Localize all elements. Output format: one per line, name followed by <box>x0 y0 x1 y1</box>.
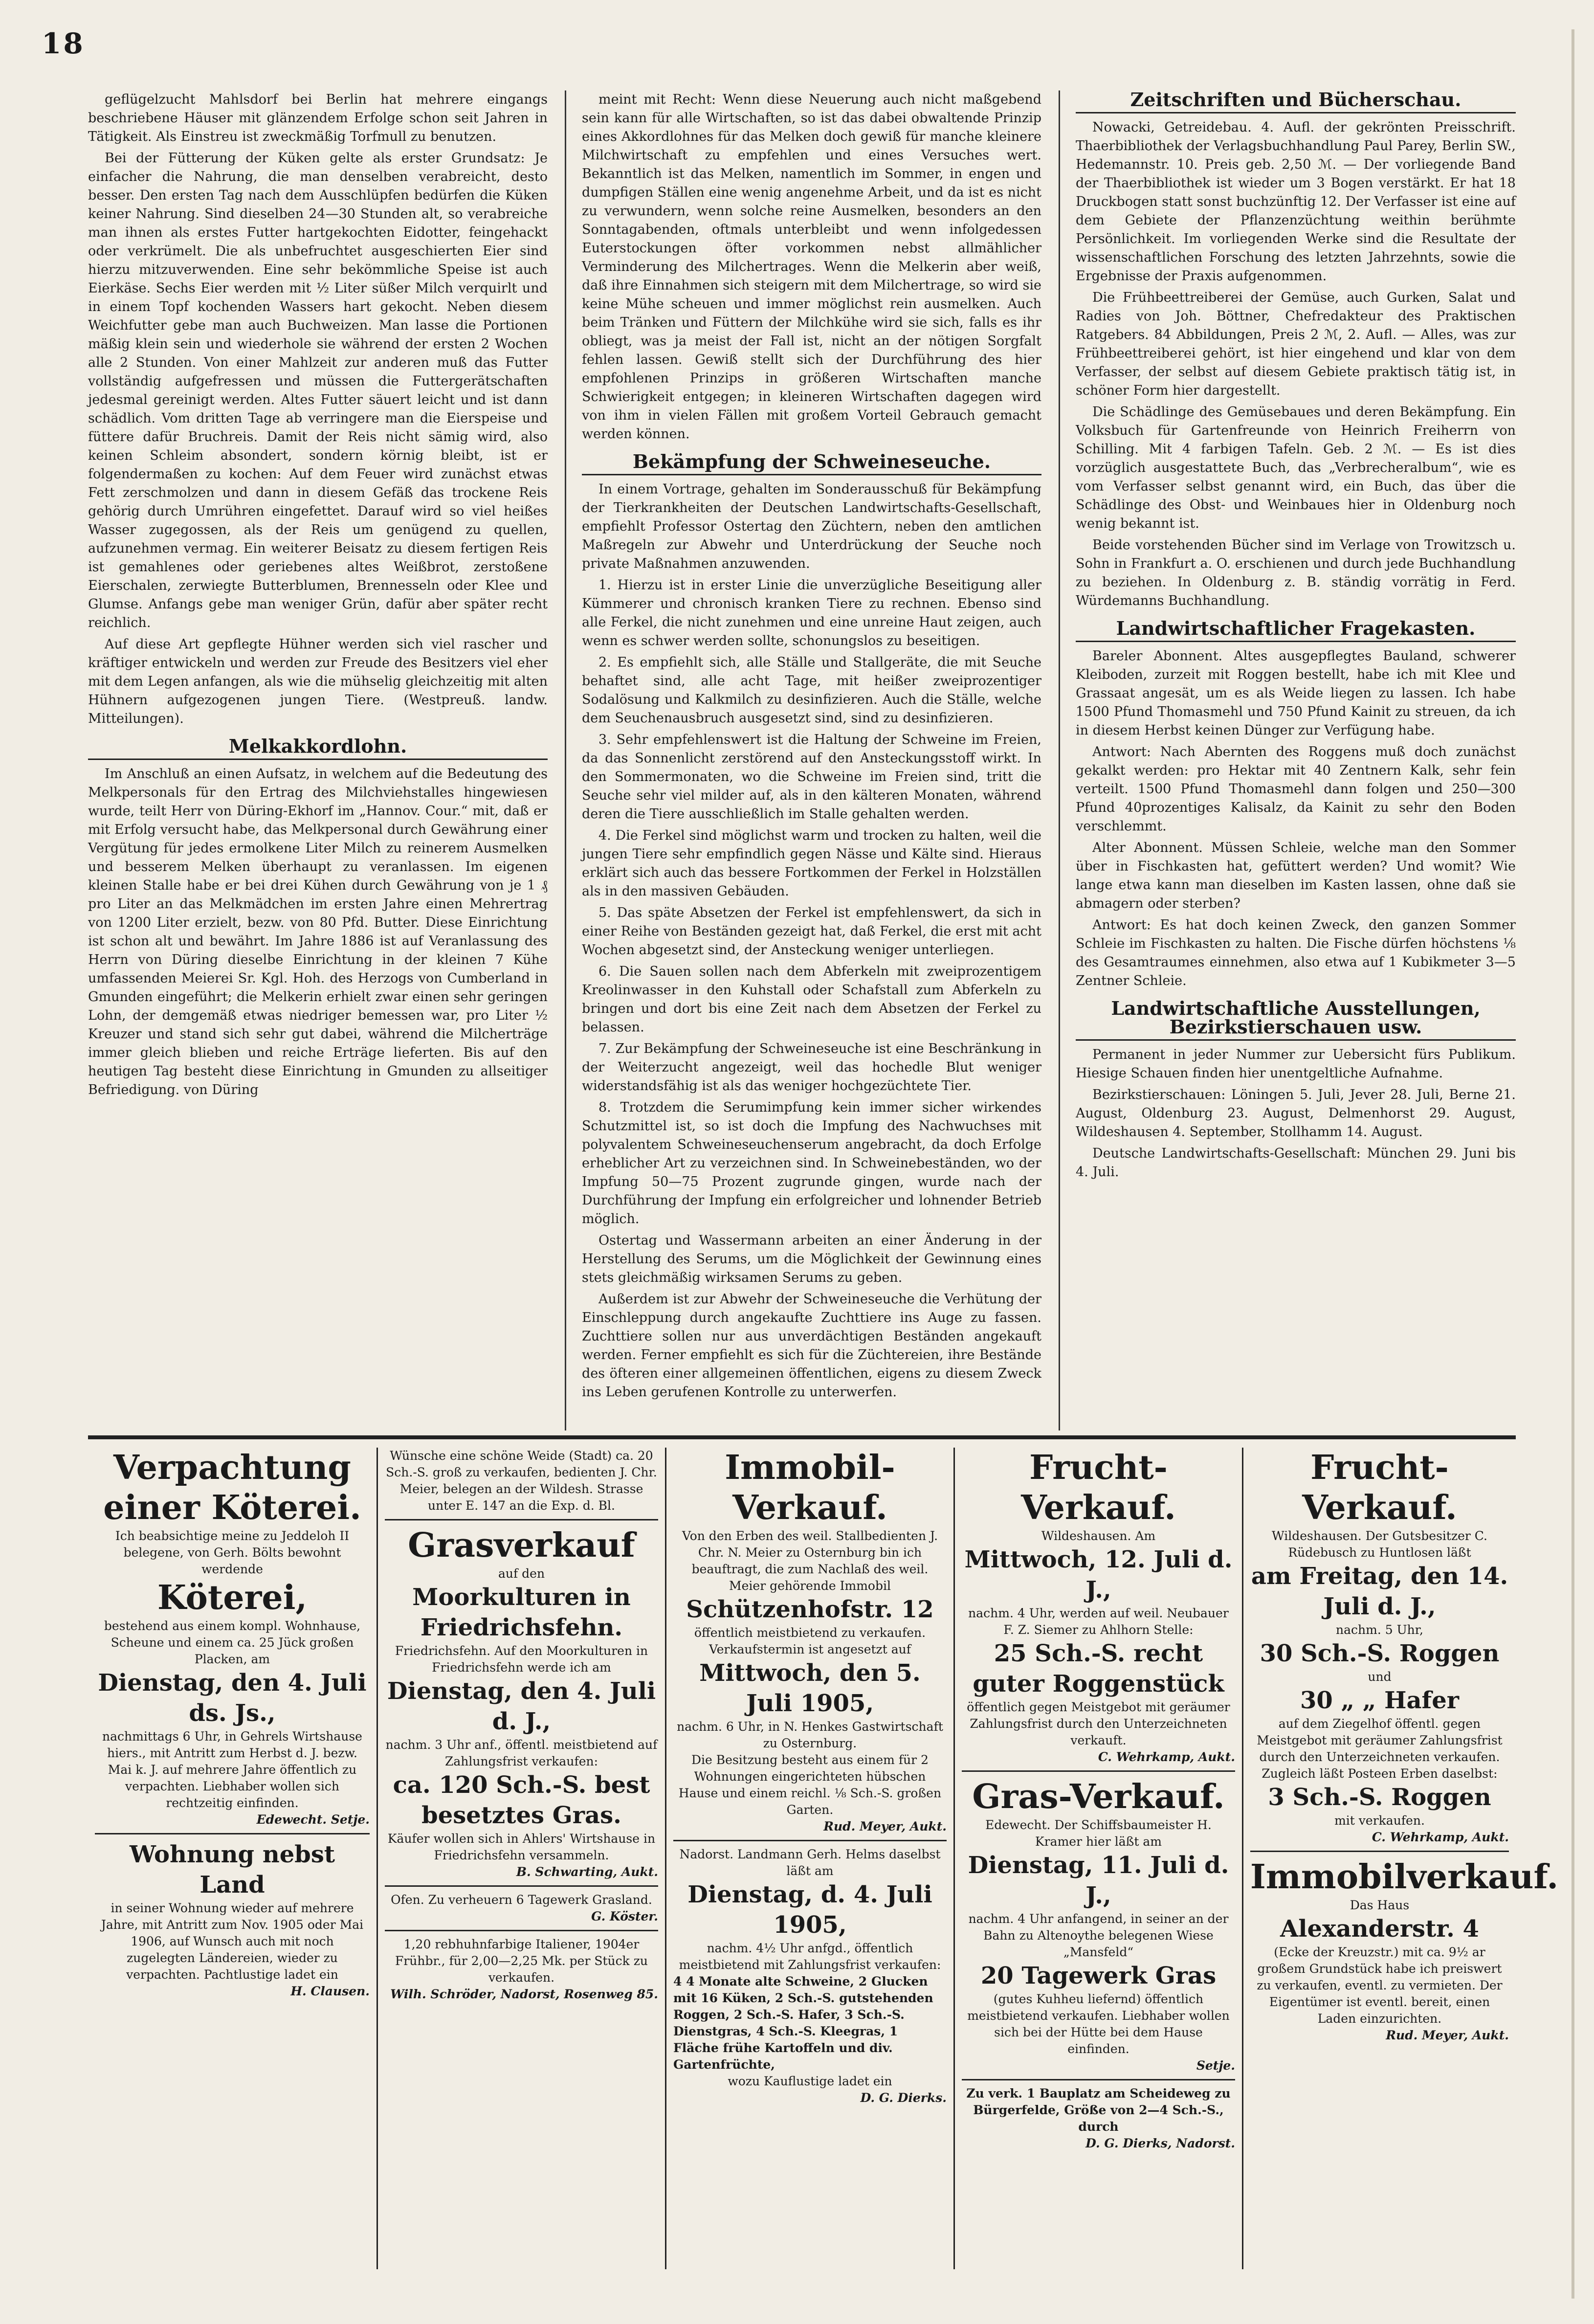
ad-date: Dienstag, den 4. Juli d. J., <box>387 1677 656 1735</box>
col2-paragraph: 5. Das späte Absetzen der Ferkel ist empfehlenswert, da sich in einer Reihe von Beständen gezeigt hat, daß Ferkel, die erst mit acht Wochen abgesetzt sind, der Ansteckung weniger unterliegen. <box>582 905 1041 958</box>
col1-paragraph: Im Anschluß an einen Aufsatz, in welchem auf die Bedeutung des Melkpersonals für den Ertrag des Milchviehstalles hingewiesen wurde, teilt Herr von Düring-Ekhorf im „Hannov. Cour.“ mit, daß er mit Erfolg versucht habe, das Melkpersonal durch Gewährung einer Vergütung für jedes ermolkene Liter Milch zu reinerem Ausmelken und besserem Melken überhaupt zu veranlassen. Im eigenen kleinen Stalle habe er bei drei Kühen durch Gewährung von je 1 ₰ pro Liter an das Melkmädchen im ersten Jahre einen Mehrertrag von 1200 Liter erzielt, bezw. von 80 Pfd. Butter. Diese Einrichtung ist schon alt und bewährt. Im Jahre 1886 ist auf Veranlassung des Herrn von Düring dieselbe Einrichtung in der kleinen 7 Kühe umfassenden Meierei Sr. Kgl. Hoh. des Herzogs von Cumberland in Gmunden eingeführt; die Melkerin erhielt zwar einen sehr geringen Lohn, der demgemäß etwas niedriger bemessen war, pro Liter ½ Kreuzer und stand sich sehr gut dabei, während die Milcherträge immer gleich blieben und reiche Erträge lieferten. Bis auf den heutigen Tag besteht diese Einrichtung in Gmunden zu allseitiger Befriedigung. von Düring <box>88 766 548 1097</box>
ad-signature: Wilh. Schröder, Nadorst, Rosenweg 85. <box>390 1987 658 2001</box>
ad-text: mit verkaufen. <box>1334 1813 1425 1828</box>
ad-highlight: 25 Sch.-S. recht guter Roggenstück <box>973 1640 1224 1698</box>
column-2 <box>582 90 1041 1430</box>
ad-title: Gras-Verkauf. <box>972 1777 1225 1816</box>
ad-highlight: 20 Tagewerk Gras <box>980 1962 1217 1989</box>
ad-text: auf den <box>498 1566 545 1581</box>
ad-highlight: Schützenhofstr. 12 <box>686 1596 934 1623</box>
ad-separator <box>962 2079 1235 2080</box>
ad-signature: Rud. Meyer, Aukt. <box>1386 2028 1509 2042</box>
col1-paragraph: Bei der Fütterung der Küken gelte als erster Grundsatz: Je einfacher die Nahrung, die man denselben verabreicht, desto besser. Den ersten Tag nach dem Ausschlüpfen bedürfen die Küken keiner Nahrung. Sind dieselben 24—30 Stunden alt, so verabreiche man ihnen als erstes Futter hartgekochten Eidotter, feingehackt oder verkrümelt. Die als unbefruchtet ausgeschierten Eier sind hierzu mitzuverwenden. Eine sehr bekömmliche Speise ist auch Eierkäse. Sechs Eier werden mit ½ Liter süßer Milch verquirlt und in einem Topf kochenden Wassers hart gekocht. Neben diesem Weichfutter gebe man auch Buchweizen. Man lasse die Portionen mäßig klein sein und wiederhole sie während der ersten 2 Wochen alle 2 Stunden. Von einer Mahlzeit zur anderen muß das Futter vollständig aufgefressen und müssen die Futtergerätschaften jedesmal gereinigt werden. Altes Futter säuert leicht und ist dann schädlich. Vom dritten Tage ab verringere man die Eierspeise und füttere dafür Bruchreis. Damit der Reis nicht sämig wird, also keinen Schleim absondert, sondern körnig bleibt, ist er folgendermaßen zu kochen: Auf dem Feuer wird zunächst etwas Fett zerschmolzen und dann in diesem Gefäß das trockene Reis gehörig durch Umrühren eingefettet. Darauf wird so viel heißes Wasser zugegossen, als der Reis um genügend zu quellen, aufzunehmen vermag. Ein weiterer Beisatz zu diesem fertigen Reis ist gemahlenes oder geriebenes altes Weißbrot, zerstoßene Eierschalen, zerwiegte Butterblumen, Brennesseln oder Klee und Glumse. Anfangs gebe man weniger Grün, dafür aber später recht reichlich. <box>88 151 548 630</box>
ad-highlight: Alexanderstr. 4 <box>1280 1915 1479 1943</box>
ad-item-list: 4 4 Monate alte Schweine, 2 Glucken mit 16 Küken, 2 Sch.-S. gutstehenden Roggen, 2 Sch.-S. Hafer, 3 Sch.-S. Dienstgras, 4 Sch.-S. Kleegras, 1 Fläche frühe Kartoffeln und div. Gartenfrüchte, <box>673 1974 933 2072</box>
col1-intro: geflügelzucht Mahlsdorf bei Berlin hat mehrere eingangs beschriebene Häuser mit glänzendem Erfolge schon seit Jahren in Tätigkeit. Als Einstreu ist zweckmäßig Torfmull zu benutzen. <box>88 92 548 144</box>
ad-text: Edewecht. Der Schiffsbaumeister H. Kramer hier läßt am <box>985 1818 1212 1849</box>
col3-paragraph: Alter Abonnent. Müssen Schleie, welche man den Sommer über in Fischkasten hat, gefüttert werden? Und womit? Wie lange etwa kann man dieselben im Kasten lassen, ohne daß sie abmagern oder sterben? <box>1076 840 1516 911</box>
ad-text: Wildeshausen. Am <box>1041 1529 1156 1543</box>
ad-signature: Setje. <box>1196 2058 1235 2073</box>
section-heading-melkakkordlohn: Melkakkordlohn. <box>88 737 548 760</box>
advertisement-section <box>88 1448 1558 2269</box>
ad-text: nachm. 4½ Uhr anfgd., öffentlich meistbietend mit Zahlungsfrist verkaufen: <box>679 1941 941 1972</box>
ad-text: nachm. 4 Uhr anfangend, in seiner an der Bahn zu Altenoythe belegenen Wiese „Mansfeld“ <box>968 1912 1229 1959</box>
ad-highlight: 30 Sch.-S. Roggen <box>1260 1640 1500 1667</box>
ad-signature: H. Clausen. <box>290 1984 370 1998</box>
ad-date: am Freitag, den 14. Juli d. J., <box>1251 1563 1508 1620</box>
ad-date: Mittwoch, 12. Juli d. J., <box>964 1546 1233 1604</box>
column-1 <box>88 90 548 1430</box>
col2-paragraph: 8. Trotzdem die Serumimpfung kein immer sicher wirkendes Schutzmittel ist, so ist doch die Impfung des Nachwuchses mit polyvalentem Schweineseuchenserum angebracht, da doch Erfolge erheblicher Art zu verzeichnen sind. In Schweinebeständen, wo der Impfung 50—75 Prozent zugrunde gingen, wurde nach der Durchführung der Impfung ein erfolgreicher und lohnender Betrieb möglich. <box>582 1100 1041 1227</box>
ad-date: Dienstag, den 4. Juli ds. Js., <box>98 1669 367 1727</box>
col2-intro: meint mit Recht: Wenn diese Neuerung auch nicht maßgebend sein kann für alle Wirtschaften, so ist das dabei obwaltende Prinzip eines Akkordlohnes für das Melken doch gewiß für manche kleinere Milchwirtschaft zu empfehlen und eines Versuches wert. Bekanntlich ist das Melken, namentlich im Sommer, in engen und dumpfigen Ställen eine wenig angenehme Arbeit, und da ist es nicht zu verwundern, wenn solche reine Ausmelken, besonders an den Sonntagabenden, oftmals unterbleibt und wenn infolgedessen Euterstockungen öfter vorkommen nebst allmählicher Verminderung des Milchertrages. Wenn die Melkerin aber weiß, daß ihre Einnahmen sich steigern mit dem Milchertrage, so wird sie keine Mühe scheuen und immer möglichst rein ausmelken. Auch beim Tränken und Füttern der Milchkühe wird sie sich, falls es ihr obliegt, was ja meist der Fall ist, nicht an der nötigen Sorgfalt fehlen lassen. Gewiß stellt sich der Durchführung des hier empfohlenen Prinzips in größeren Wirtschaften manche Schwierigkeit entgegen; in kleineren Wirtschaften dagegen wird von ihm in vielen Fällen mit großem Vorteil Gebrauch gemacht werden können. <box>582 92 1041 442</box>
col2-paragraph: 2. Es empfiehlt sich, alle Ställe und Stallgeräte, die mit Seuche behaftet sind, alle acht Tage, mit heißer zweiprozentiger Sodalösung und Kalkmilch zu desinfizieren. Auch die Ställe, welche dem Seuchenausbruch ausgesetzt sind, sind zu desinfizieren. <box>582 655 1041 726</box>
ad-verpachtung-koeterei <box>88 1448 376 2269</box>
section-heading-fragekasten: Landwirtschaftlicher Fragekasten. <box>1076 619 1516 642</box>
col3-paragraph: Nowacki, Getreidebau. 4. Aufl. der gekrönten Preisschrift. Thaerbibliothek der Verlagsbuchhandlung Paul Parey, Berlin SW., Hedemannstr. 10. Preis geb. 2,50 ℳ. — Der vorliegende Band der Thaerbibliothek ist wieder um 3 Bogen verstärkt. Er hat 18 Druckbogen statt sonst buchzünftig 12. Der Verfasser ist eine auf dem Gebiete der Pflanzenzüchtung weithin berühmte Persönlichkeit. Im vorliegenden Werke sind die Resultate der wissenschaftlichen Forschung des letzten Jahrzehnts, sowie die Ergebnisse der Praxis aufgenommen. <box>1076 120 1516 284</box>
ad-title: Frucht-Verkauf. <box>1021 1448 1176 1527</box>
ad-highlight: Köterei, <box>157 1578 308 1617</box>
ad-date: Mittwoch, den 5. Juli 1905, <box>699 1659 921 1717</box>
ad-separator <box>385 1885 658 1887</box>
column-divider <box>565 90 566 1430</box>
ad-text: Von den Erben des weil. Stallbedienten J. Chr. N. Meier zu Osternburg bin ich beauftragt, die zum Nachlaß des weil. Meier gehörende Immobil <box>682 1529 938 1593</box>
ad-highlight: ca. 120 Sch.-S. best besetztes Gras. <box>393 1771 650 1829</box>
ad-date: Dienstag, d. 4. Juli 1905, <box>687 1881 932 1939</box>
ad-text: in seiner Wohnung wieder auf mehrere Jahre, mit Antritt zum Nov. 1905 oder Mai 1906, auf Wunsch auch mit noch zugelegten Ländereien, wieder zu verpachten. Pachtlustige ladet ein <box>101 1901 364 1982</box>
article-columns <box>88 90 1516 1430</box>
col3-paragraph: Die Frühbeettreiberei der Gemüse, auch Gurken, Salat und Radies von Joh. Böttner, Chefredakteur des Praktischen Ratgebers. 84 Abbildungen, Preis 2 ℳ, 2. Aufl. — Alles, was zur Frühbeettreiberei gehört, ist hier eingehend und klar von dem Verfasser, der selbst auf diesem Gebiete praktisch tätig ist, in schöner Form hier dargestellt. <box>1076 290 1516 398</box>
ad-signature: Rud. Meyer, Aukt. <box>823 1819 947 1833</box>
column-divider <box>1059 90 1060 1430</box>
ad-frucht-gras-verkauf <box>953 1448 1242 2269</box>
ad-text: nachmittags 6 Uhr, in Gehrels Wirtshause hiers., mit Antritt zum Herbst d. J. bezw. Mai k. J. auf mehrere Jahre öffentlich zu verpachten. Liebhaber wollen sich rechtzeitig einfinden. <box>102 1729 362 1810</box>
col3-paragraph: Bezirkstierschauen: Löningen 5. Juli, Jever 28. Juli, Berne 21. August, Oldenburg 23. August, Delmenhorst 29. August, Wildeshausen 4. September, Stollhamm 14. August. <box>1076 1087 1516 1140</box>
col2-paragraph: Außerdem ist zur Abwehr der Schweineseuche die Verhütung der Einschleppung durch angekaufte Zuchttiere ins Auge zu fassen. Zuchttiere sollen nur aus unverdächtigen Beständen angekauft werden. Ferner empfiehlt es sich für die Züchtereien, ihre Bestände des öfteren einer allgemeinen öffentlichen, eigens zu diesem Zweck ins Leben gerufenen Kontrolle zu unterwerfen. <box>582 1292 1041 1400</box>
ad-subtitle: Wohnung nebst Land <box>129 1841 335 1899</box>
col2-paragraph: 1. Hierzu ist in erster Linie die unverzügliche Beseitigung aller Kümmerer und chronisch kranken Tiere zu rechnen. Ebenso sind alle Ferkel, die nicht zunehmen und eine unreine Haut zeigen, auch wenn es schwer werden sollte, schonungslos zu beseitigen. <box>582 578 1041 648</box>
ad-immobil-verkauf <box>665 1448 953 2269</box>
ad-text: Friedrichsfehn. Auf den Moorkulturen in Friedrichsfehn werde ich am <box>395 1644 648 1675</box>
col3-paragraph: Bareler Abonnent. Altes ausgepflegtes Bauland, schwerer Kleiboden, zurzeit mit Roggen bestellt, habe ich mit Klee und Grassaat angesät, um es als Weide liegen zu lassen. Ich habe 1500 Pfund Thomasmehl und 750 Pfund Kainit zu streuen, da ich in diesem Herbst keinen Dünger zur Verfügung habe. <box>1076 648 1516 738</box>
ad-signature: D. G. Dierks. <box>860 2091 947 2105</box>
ad-text: öffentlich meistbietend zu verkaufen. Verkaufstermin ist angesetzt auf <box>694 1626 926 1656</box>
ad-signature: C. Wehrkamp, Aukt. <box>1098 1750 1235 1764</box>
col3-paragraph: Permanent in jeder Nummer zur Uebersicht fürs Publikum. Hiesige Schauen finden hier unentgeltliche Aufnahme. <box>1076 1047 1516 1081</box>
col3-paragraph: Die Schädlinge des Gemüsebaues und deren Bekämpfung. Ein Volksbuch für Gartenfreunde von Heinrich Freiherrn von Schilling. Mit 4 farbigen Tafeln. Geb. 2 ℳ. — Es ist dies vorzüglich ausgestattete Buch, das „Verbrecheralbum“, wie es vom Verfasser selbst genannt wird, ein Buch, das über die Schädlinge des Obst- und Weinbaues hier in Oldenburg noch wenig bekannt ist. <box>1076 404 1516 531</box>
ad-frucht-verkauf-immobil <box>1242 1448 1558 2269</box>
ads-separator-rule <box>88 1435 1516 1439</box>
page-number: 18 <box>42 27 85 60</box>
ad-text: Wildeshausen. Der Gutsbesitzer C. Rüdebusch zu Huntlosen läßt <box>1271 1529 1487 1560</box>
col2-paragraph: 7. Zur Bekämpfung der Schweineseuche ist eine Beschränkung in der Weiterzucht angezeigt, weil das hochedle Blut weniger widerstandsfähig ist als das weniger hochgezüchtete Tier. <box>582 1041 1041 1094</box>
ad-highlight: 30 „ „ Hafer <box>1300 1687 1460 1714</box>
ad-text: Wünsche eine schöne Weide (Stadt) ca. 20 Sch.-S. groß zu verkaufen, bedienten J. Chr. Meier, belegen an der Wildesh. Strasse unter E. 147 an die Exp. d. Bl. <box>386 1449 657 1513</box>
ad-text: (gutes Kuhheu liefernd) öffentlich meistbietend verkaufen. Liebhaber wollen sich bei der Hütte bei dem Hause einfinden. <box>967 1992 1230 2056</box>
ad-text: Nadorst. Landmann Gerh. Helms daselbst läßt am <box>679 1847 941 1878</box>
ad-text: nachm. 4 Uhr, werden auf weil. Neubauer F. Z. Siemer zu Ahlhorn Stelle: <box>968 1606 1229 1637</box>
section-heading-schweineseuche: Bekämpfung der Schweineseuche. <box>582 452 1041 475</box>
ad-text: bestehend aus einem kompl. Wohnhause, Scheune und einem ca. 25 Jück großen Placken, am <box>104 1619 361 1666</box>
col2-paragraph: 4. Die Ferkel sind möglichst warm und trocken zu halten, weil die jungen Tiere sehr empfindlich gegen Nässe und Kälte sind. Hieraus erklärt sich auch das bessere Fortkommen der Ferkel in Holzställen als in den massiven Gebäuden. <box>582 828 1041 899</box>
ad-separator <box>1250 1851 1509 1852</box>
ad-text: nachm. 6 Uhr, in N. Henkes Gastwirtschaft zu Osternburg. <box>677 1720 943 1750</box>
ad-text: Zu verk. 1 Bauplatz am Scheideweg zu Bürgerfelde, Größe von 2—4 Sch.-S., durch <box>966 2086 1231 2134</box>
ad-text: öffentlich gegen Meistgebot mit geräumer Zahlungsfrist durch den Unterzeichneten verkauft. <box>967 1700 1230 1747</box>
column-3 <box>1076 90 1516 1430</box>
ad-highlight: Moorkulturen in Friedrichsfehn. <box>412 1584 631 1641</box>
ad-grasverkauf <box>376 1448 665 2269</box>
section-heading-ausstellungen: Landwirtschaftliche Ausstellungen, Bezirkstierschauen usw. <box>1076 999 1516 1041</box>
ad-title: Frucht-Verkauf. <box>1302 1448 1457 1527</box>
col3-paragraph: Antwort: Es hat doch keinen Zweck, den ganzen Sommer Schleie im Fischkasten zu halten. Die Fische dürfen höchstens ⅛ des Gesamtraumes einnehmen, also etwa auf 1 Kubikmeter 3—5 Zentner Schleie. <box>1076 917 1516 988</box>
ad-highlight: 3 Sch.-S. Roggen <box>1268 1784 1491 1811</box>
col2-paragraph: 6. Die Sauen sollen nach dem Abferkeln mit zweiprozentigem Kreolinwasser in den Kuhstall oder Schafstall zum Abferkeln zu bringen und dort bis eine Zeit nach dem Absetzen der Ferkel zu belassen. <box>582 964 1041 1035</box>
ad-separator <box>385 1519 658 1520</box>
ad-title: Grasverkauf <box>408 1526 635 1565</box>
ad-text: Das Haus <box>1350 1898 1410 1912</box>
ad-text: Ofen. Zu verheuern 6 Tagewerk Grasland. <box>391 1893 652 1907</box>
col2-paragraph: Ostertag und Wassermann arbeiten an einer Änderung in der Herstellung des Serums, um die Möglichkeit der Gewinnung eines stets gleichmäßig wirksamen Serums zu geben. <box>582 1233 1041 1285</box>
ad-text: auf dem Ziegelhof öffentl. gegen Meistgebot mit geräumer Zahlungsfrist durch den Unterzeichneten verkaufen. Zugleich läßt Posteen Erben daselbst: <box>1257 1717 1503 1781</box>
ad-signature: B. Schwarting, Aukt. <box>516 1865 658 1879</box>
ad-title: Immobil-Verkauf. <box>725 1448 895 1527</box>
ad-signature: C. Wehrkamp, Aukt. <box>1372 1830 1509 1844</box>
ad-signature: Edewecht. Setje. <box>256 1812 370 1827</box>
ad-signature: D. G. Dierks, Nadorst. <box>1085 2136 1235 2150</box>
section-heading-buecherschau: Zeitschriften und Bücherschau. <box>1076 90 1516 113</box>
ad-separator <box>673 1840 947 1841</box>
page-edge-shadow <box>1572 29 1574 2299</box>
ad-text: nachm. 5 Uhr, <box>1336 1623 1423 1637</box>
ad-title: Verpachtung <box>113 1448 351 1487</box>
col3-paragraph: Beide vorstehenden Bücher sind im Verlage von Trowitzsch u. Sohn in Frankfurt a. O. erschienen und durch jede Buchhandlung zu beziehen. In Oldenburg z. B. ständig vorrätig in Ferd. Würdemanns Buchhandlung. <box>1076 537 1516 608</box>
ad-text: und <box>1368 1670 1392 1684</box>
col2-paragraph: In einem Vortrage, gehalten im Sonderausschuß für Bekämpfung der Tierkrankheiten der Deutschen Landwirtschafts-Gesellschaft, empfiehlt Professor Ostertag den Züchtern, neben den amtlichen Maßregeln zur Abwehr und Unterdrückung der Seuche noch private Maßnahmen anzuwenden. <box>582 482 1041 571</box>
ad-title: einer Köterei. <box>103 1488 361 1527</box>
ad-text: wozu Kauflustige ladet ein <box>728 2074 892 2088</box>
col3-paragraph: Antwort: Nach Abernten des Roggens muß doch zunächst gekalkt werden: pro Hektar mit 40 Zentnern Kalk, sehr fein verteilt. 1500 Pfund Thomasmehl dann folgen und 250—300 Pfund 40prozentiges Kalisalz, da Kainit zu sehr den Boden verschlemmt. <box>1076 744 1516 834</box>
ad-text: 1,20 rebhuhnfarbige Italiener, 1904er Frühbr., für 2,00—2,25 Mk. per Stück zu verkaufen. <box>395 1937 648 1985</box>
ad-separator <box>95 1833 370 1834</box>
ad-text: Ich beabsichtige meine zu Jeddeloh II belegene, von Gerh. Bölts bewohnt werdende <box>115 1529 350 1576</box>
ad-title: Immobilverkauf. <box>1250 1857 1558 1897</box>
ad-text: Käufer wollen sich in Ahlers' Wirtshause in Friedrichsfehn versammeln. <box>387 1832 656 1862</box>
ad-text: (Ecke der Kreuzstr.) mit ca. 9½ ar großem Grundstück habe ich preiswert zu verkaufen, eventl. zu vermieten. Der Eigentümer ist eventl. bereit, einen Laden einzurichten. <box>1257 1945 1503 2026</box>
ad-separator <box>385 1930 658 1931</box>
ad-signature: G. Köster. <box>591 1909 658 1923</box>
ad-text: nachm. 3 Uhr anf., öffentl. meistbietend auf Zahlungsfrist verkaufen: <box>385 1738 658 1768</box>
ad-separator <box>962 1770 1235 1772</box>
ad-date: Dienstag, 11. Juli d. J., <box>968 1852 1229 1909</box>
col3-paragraph: Deutsche Landwirtschafts-Gesellschaft: München 29. Juni bis 4. Juli. <box>1076 1146 1516 1180</box>
col2-paragraph: 3. Sehr empfehlenswert ist die Haltung der Schweine im Freien, da das Sonnenlicht zerstörend auf den Ansteckungsstoff wirkt. In den Sommermonaten, wo die Schweine im Freien sind, tritt die Seuche sehr viel milder auf, als in den kälteren Monaten, während deren die Tiere ausschließlich im Stalle gehalten werden. <box>582 732 1041 822</box>
col1-paragraph: Auf diese Art gepflegte Hühner werden sich viel rascher und kräftiger entwickeln und werden zur Freude des Besitzers viel eher mit dem Legen anfangen, als wie die mühselig gleichzeitig mit alten Hühnern aufgezogenen jungen Tiere. (Westpreuß. landw. Mitteilungen). <box>88 637 548 726</box>
ad-text: Die Besitzung besteht aus einem für 2 Wohnungen eingerichteten hübschen Hause und einem reichl. ⅛ Sch.-S. großen Garten. <box>678 1753 942 1817</box>
